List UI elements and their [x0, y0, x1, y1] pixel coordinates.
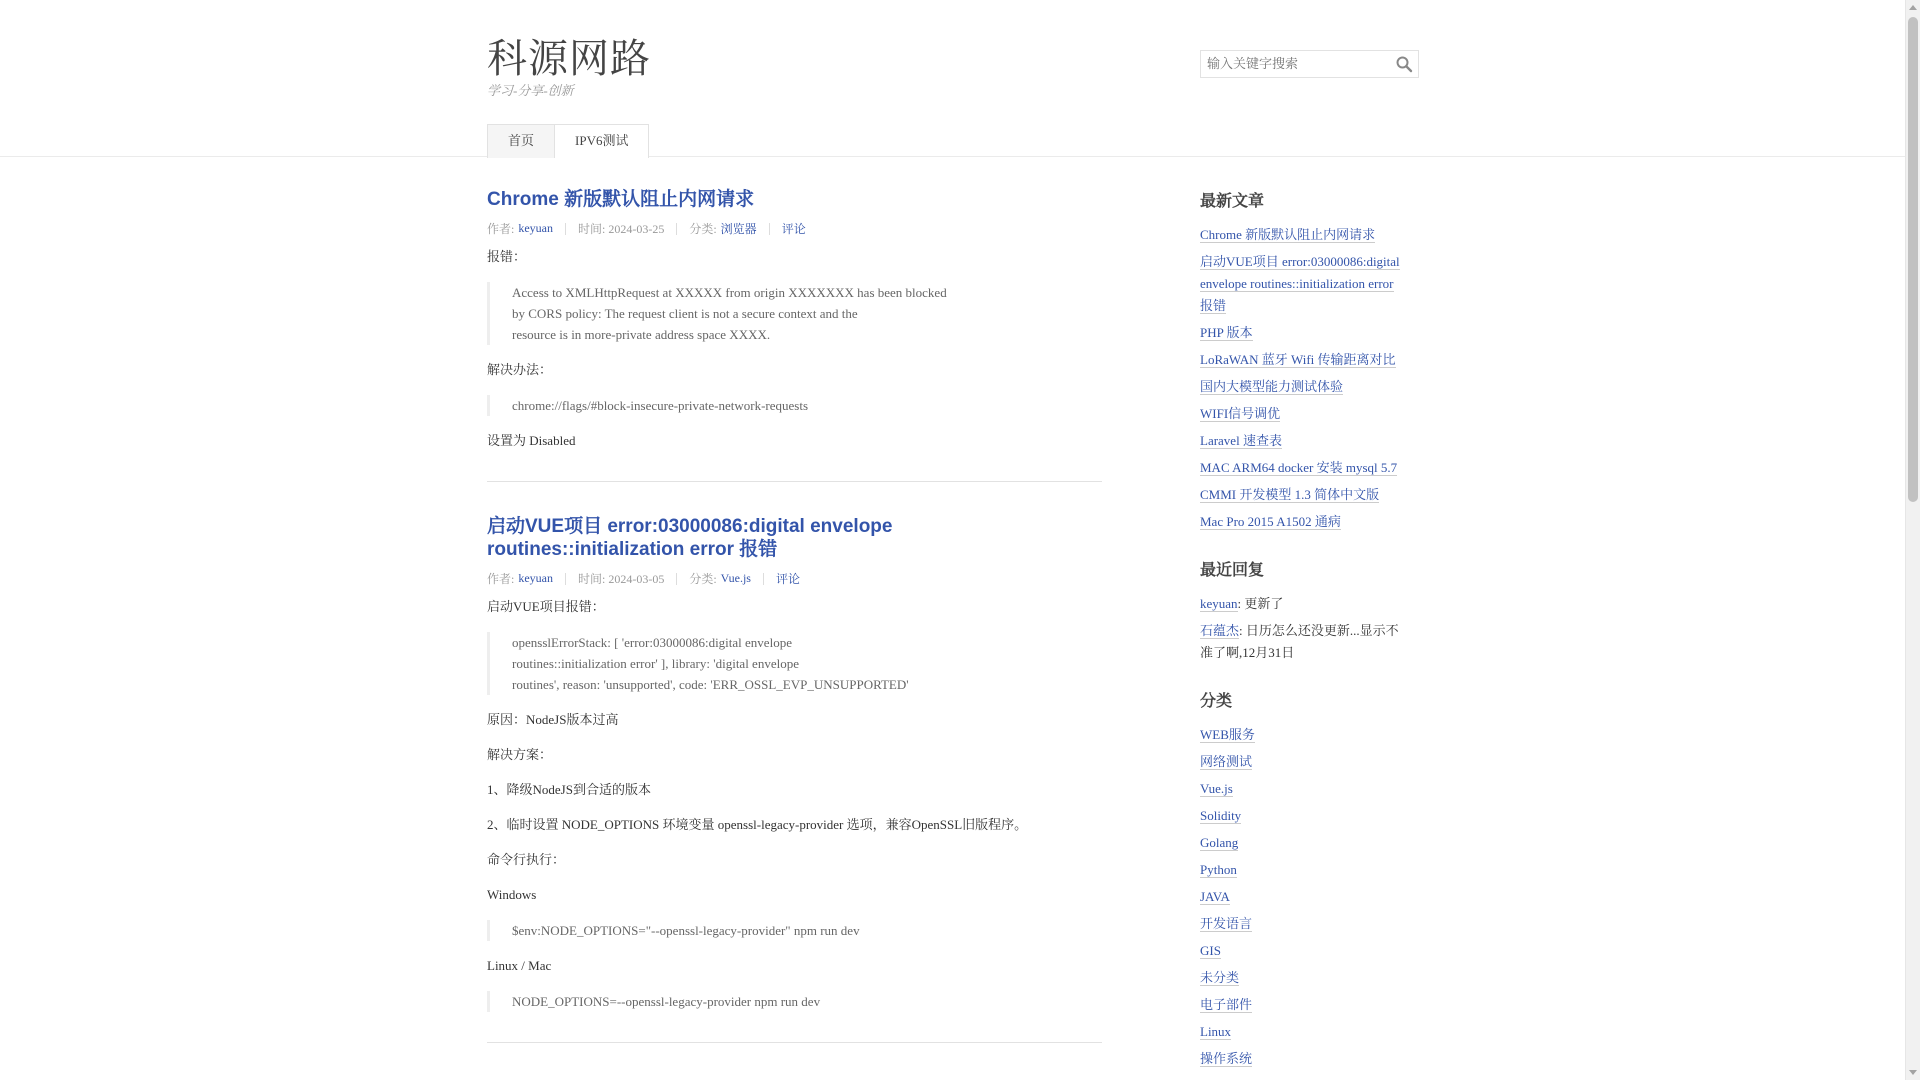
list-item: [1200, 430, 1419, 452]
category-link[interactable]: Vue.js: [1200, 781, 1233, 796]
meta-divider: [565, 223, 566, 235]
post: [487, 188, 1102, 482]
search-input[interactable]: [1201, 51, 1391, 77]
list-item: [1200, 751, 1419, 773]
quote-block: [487, 395, 1007, 416]
paragraph: 2、临时设置 NODE_OPTIONS 环境变量 openssl-legacy-provider 选项，兼容OpenSSL旧版程序。: [487, 817, 1028, 832]
post-title: [487, 188, 1102, 211]
list-item: [1200, 322, 1419, 344]
recent-post-link[interactable]: 国内大模型能力测试体验: [1200, 379, 1344, 394]
list-item: [1200, 886, 1419, 908]
quote-line: routines', reason: 'unsupported', code: 'ERR_OSSL_EVP_UNSUPPORTED': [512, 677, 909, 692]
post-title-link[interactable]: [487, 516, 892, 560]
recent-post-link[interactable]: [1200, 254, 1400, 314]
nav-item-home[interactable]: 首页: [487, 124, 555, 158]
author-link[interactable]: keyuan: [518, 571, 553, 585]
site-description: 学习-分享-创新: [487, 83, 574, 98]
recent-post-link[interactable]: CMMI 开发模型 1.3 简体中文版: [1200, 487, 1380, 502]
paragraph: Windows: [487, 887, 537, 902]
magnifier-icon: [1395, 55, 1413, 73]
recent-post-link[interactable]: WIFI信号调优: [1200, 406, 1281, 421]
post-title-line: routines::initialization error 报错: [487, 539, 778, 560]
category-link[interactable]: 操作系统: [1200, 1051, 1253, 1066]
reply-text: : 更新了: [1237, 596, 1284, 611]
paragraph: 原因：NodeJS版本过高: [487, 712, 619, 727]
paragraph: 设置为 Disabled: [487, 433, 576, 448]
category-link[interactable]: Linux: [1200, 1024, 1232, 1039]
quote-line: NODE_OPTIONS=--openssl-legacy-provider npm run dev: [512, 994, 821, 1009]
recent-post-link[interactable]: Mac Pro 2015 A1502 通病: [1200, 514, 1341, 529]
meta-divider: [676, 223, 677, 235]
quote-block: [487, 632, 1007, 695]
category-link[interactable]: Golang: [1200, 835, 1239, 850]
list-item: [1200, 484, 1419, 506]
link-line: 报错: [1200, 298, 1227, 313]
recent-post-link[interactable]: Laravel 速查表: [1200, 433, 1282, 448]
quote-line: chrome://flags/#block-insecure-private-network-requests: [512, 398, 808, 413]
author-link[interactable]: keyuan: [518, 221, 553, 235]
post-time: 时间: 2024-03-25: [578, 222, 665, 236]
meta-divider: [565, 573, 566, 585]
post-title-line: 启动VUE项目 error:03000086:digital envelope: [487, 516, 893, 537]
recent-posts-list: [1200, 224, 1419, 533]
list-item: [1200, 859, 1419, 881]
vertical-scrollbar[interactable]: [1905, 0, 1920, 1080]
comments-link[interactable]: 评论: [781, 222, 806, 236]
category-link[interactable]: 浏览器: [720, 222, 757, 236]
paragraph: 解决办法：: [487, 362, 553, 377]
recent-post-link[interactable]: Chrome 新版默认阻止内网请求: [1200, 227, 1376, 242]
meta-divider: [763, 573, 764, 585]
author-label: 作者:: [487, 222, 515, 236]
categories-widget: [1200, 688, 1419, 1070]
link-line: envelope routines::initialization error: [1200, 276, 1394, 291]
recent-post-link[interactable]: PHP 版本: [1200, 325, 1253, 340]
post: [487, 515, 1102, 1043]
paragraph: 解决方案：: [487, 747, 553, 762]
widget-title: 分类: [1200, 693, 1233, 710]
categories-list: [1200, 724, 1419, 1070]
author-label: 作者:: [487, 572, 515, 586]
quote-line: opensslErrorStack: [ 'error:03000086:digital envelope: [512, 635, 792, 650]
category-link[interactable]: Solidity: [1200, 808, 1242, 823]
recent-posts-widget: [1200, 188, 1419, 533]
meta-divider: [769, 223, 770, 235]
recent-post-link[interactable]: MAC ARM64 docker 安装 mysql 5.7: [1200, 460, 1398, 475]
recent-replies-list: [1200, 593, 1419, 664]
list-item: [1200, 593, 1419, 615]
post-meta: [487, 570, 1102, 587]
list-item: [1200, 403, 1419, 425]
search-button[interactable]: [1394, 55, 1414, 75]
category-link[interactable]: JAVA: [1200, 889, 1230, 904]
recent-post-link[interactable]: LoRaWAN 蓝牙 Wifi 传输距离对比: [1200, 352, 1396, 367]
paragraph: 启动VUE项目报错：: [487, 599, 605, 614]
paragraph: 命令行执行：: [487, 852, 566, 867]
list-item: [1200, 1021, 1419, 1043]
list-item: [1200, 994, 1419, 1016]
widget-title: 最近回复: [1200, 562, 1265, 579]
quote-line: resource is in more-private address space XXXX.: [512, 327, 771, 342]
category-link[interactable]: 网络测试: [1200, 754, 1253, 769]
post-time: 时间: 2024-03-05: [578, 572, 665, 586]
reply-text: 准了啊,12月31日: [1200, 645, 1295, 660]
main-nav: [487, 124, 648, 158]
quote-block: [487, 282, 1007, 345]
list-item: [1200, 913, 1419, 935]
reply-author-link[interactable]: keyuan: [1200, 596, 1238, 611]
category-link[interactable]: 电子部件: [1200, 997, 1253, 1012]
list-item: [1200, 457, 1419, 479]
list-item: [1200, 724, 1419, 746]
category-link[interactable]: GIS: [1200, 943, 1221, 958]
paragraph: 报错：: [487, 249, 527, 264]
site-title[interactable]: 科源网路: [487, 36, 651, 82]
category-link[interactable]: WEB服务: [1200, 727, 1255, 742]
quote-line: by CORS policy: The request client is not a secure context and the: [512, 306, 858, 321]
link-line: 启动VUE项目 error:03000086:digital: [1200, 254, 1400, 269]
reply-text: : 日历怎么还没更新...显示不: [1239, 623, 1399, 638]
list-item: [1200, 1048, 1419, 1070]
quote-block: [487, 920, 1007, 941]
nav-item-ipv6-test[interactable]: IPV6测试: [554, 124, 649, 158]
recent-replies-widget: [1200, 557, 1419, 664]
category-label: 分类:: [689, 572, 717, 586]
paragraph: 1、降级NodeJS到合适的版本: [487, 782, 651, 797]
category-link[interactable]: Vue.js: [720, 571, 751, 585]
paragraph: Linux / Mac: [487, 958, 552, 973]
list-item: [1200, 940, 1419, 962]
list-item: [1200, 251, 1419, 317]
quote-line: $env:NODE_OPTIONS="--openssl-legacy-provider" npm run dev: [512, 923, 860, 938]
post-content: [487, 597, 1102, 1012]
list-item: [1200, 349, 1419, 371]
list-item: [1200, 778, 1419, 800]
list-item: [1200, 376, 1419, 398]
widget-title: 最新文章: [1200, 193, 1265, 210]
list-item: [1200, 511, 1419, 533]
category-link[interactable]: 未分类: [1200, 970, 1240, 985]
post-title: [487, 515, 1102, 561]
list-item: [1200, 805, 1419, 827]
list-item: [1200, 224, 1419, 246]
quote-line: Access to XMLHttpRequest at XXXXX from origin XXXXXXX has been blocked: [512, 285, 947, 300]
category-link[interactable]: 开发语言: [1200, 916, 1253, 931]
quote-line: routines::initialization error' ], library: 'digital envelope: [512, 656, 799, 671]
sidebar: [1200, 188, 1419, 1080]
list-item: [1200, 832, 1419, 854]
site-header: [0, 0, 1920, 157]
post-content: [487, 247, 1102, 451]
header-inner: [487, 0, 1419, 157]
list-item: [1200, 967, 1419, 989]
reply-author-link[interactable]: 石蕴杰: [1200, 623, 1240, 638]
post-title-link[interactable]: Chrome 新版默认阻止内网请求: [487, 189, 755, 210]
post-list: [487, 188, 1102, 1076]
category-link[interactable]: Python: [1200, 862, 1237, 877]
scroll-thumb[interactable]: [1908, 17, 1918, 502]
search-form: [1200, 50, 1419, 78]
scroll-down-arrow-icon[interactable]: [1909, 1070, 1917, 1075]
post-meta: [487, 220, 1102, 237]
scroll-up-arrow-icon[interactable]: [1909, 5, 1917, 10]
list-item: [1200, 620, 1419, 664]
category-label: 分类:: [689, 222, 717, 236]
quote-block: [487, 991, 1007, 1012]
meta-divider: [676, 573, 677, 585]
comments-link[interactable]: 评论: [775, 572, 800, 586]
